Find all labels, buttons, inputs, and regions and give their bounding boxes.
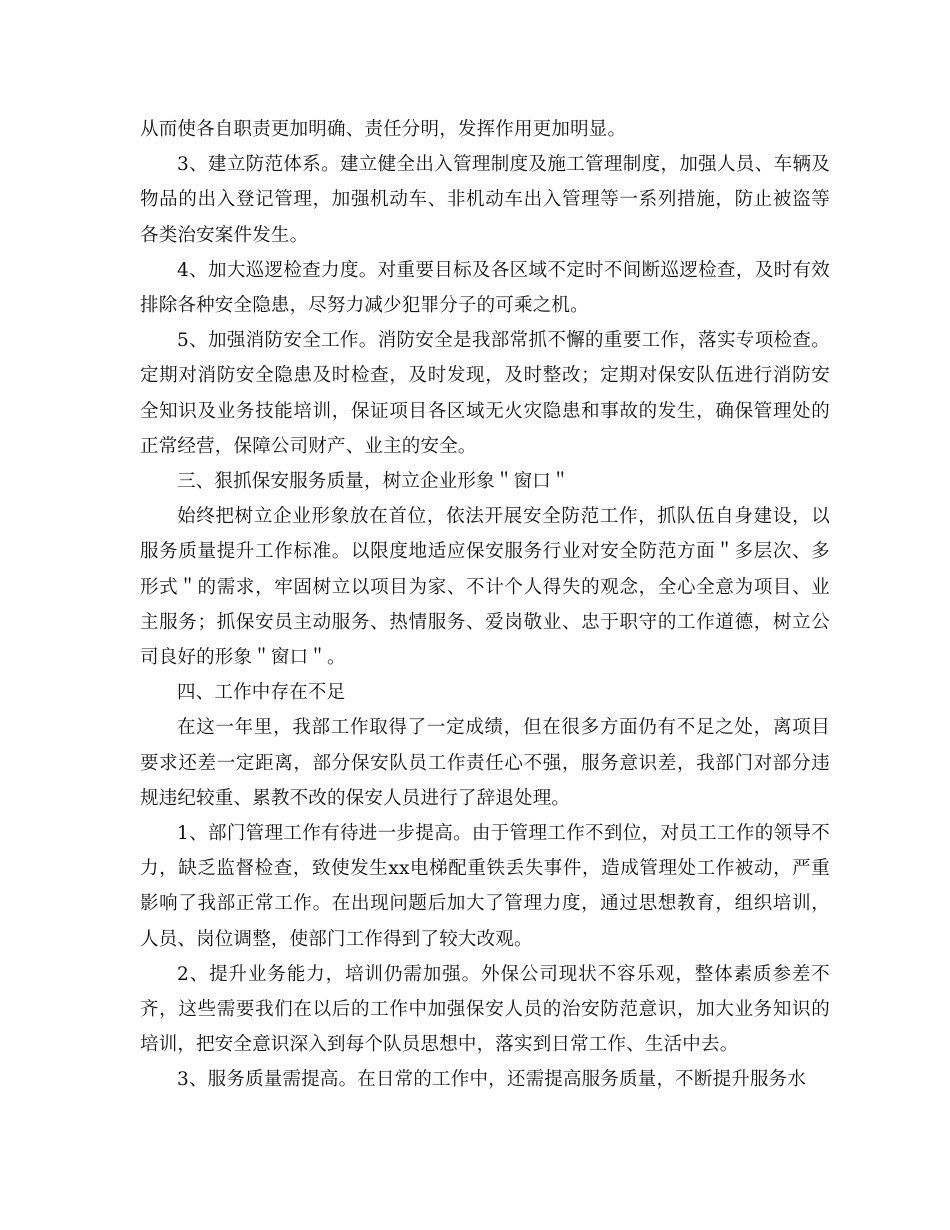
paragraph: 5、加强消防安全工作。消防安全是我部常抓不懈的重要工作，落实专项检查。定期对消防安全隐患及时检查，及时发现，及时整改；定期对保安队伍进行消防安全知识及业务技能培训，保证项目各区域无火灾隐患和事故的发生，确保管理处的正常经营，保障公司财产、业主的安全。	[140, 330, 830, 457]
paragraph: 始终把树立企业形象放在首位，依法开展安全防范工作，抓队伍自身建设，以服务质量提升工作标准。以限度地适应保安服务行业对安全防范方面＂多层次、多形式＂的需求，牢固树立以项目为家、不计个人得失的观念，全心全意为项目、业主服务；抓保安员主动服务、热情服务、爱岗敬业、忠于职守的工作道德，树立公司良好的形象＂窗口＂。	[140, 506, 830, 669]
paragraph: 2、提升业务能力，培训仍需加强。外保公司现状不容乐观，整体素质参差不齐，这些需要我们在以后的工作中加强保安人员的治安防范意识，加大业务知识的培训，把安全意识深入到每个队员思想中，落实到日常工作、生活中去。	[140, 963, 830, 1056]
paragraph: 3、服务质量需提高。在日常的工作中，还需提高服务质量，不断提升服务水	[177, 1069, 807, 1091]
paragraph: 1、部门管理工作有待进一步提高。由于管理工作不到位，对员工工作的领导不力，缺乏监督检查，致使发生xx电梯配重铁丢失事件，造成管理处工作被动，严重影响了我部正常工作。在出现问题后加大了管理力度，通过思想教育，组织培训，人员、岗位调整，使部门工作得到了较大改观。	[140, 823, 830, 950]
document-body	[140, 112, 830, 1098]
section-heading: 三、狠抓保安服务质量，树立企业形象＂窗口＂	[177, 471, 570, 493]
paragraph: 4、加大巡逻检查力度。对重要目标及各区域不定时不间断巡逻检查，及时有效排除各种安全隐患，尽努力减少犯罪分子的可乘之机。	[140, 259, 830, 317]
paragraph: 在这一年里，我部工作取得了一定成绩，但在很多方面仍有不足之处，离项目要求还差一定距离，部分保安队员工作责任心不强，服务意识差，我部门对部分违规违纪较重、累教不改的保安人员进行了辞退处理。	[140, 717, 830, 809]
paragraph: 从而使各自职责更加明确、责任分明，发挥作用更加明显。	[140, 119, 627, 140]
paragraph: 3、建立防范体系。建立健全出入管理制度及施工管理制度，加强人员、车辆及物品的出入登记管理，加强机动车、非机动车出入管理等一系列措施，防止被盗等各类治安案件发生。	[140, 154, 830, 246]
section-heading: 四、工作中存在不足	[177, 682, 346, 704]
